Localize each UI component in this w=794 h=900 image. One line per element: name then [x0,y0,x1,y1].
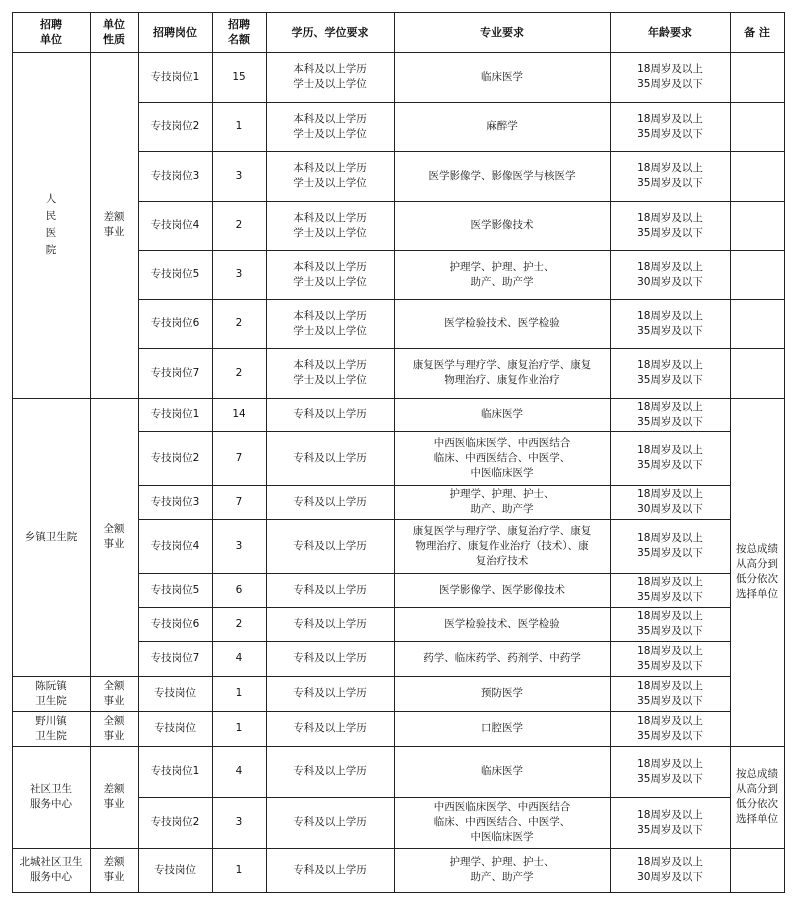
count-cell: 7 [235,451,243,464]
header-edu: 学历、学位要求 [291,25,369,39]
post-cell: 专技岗位1 [150,765,200,777]
grid-line [610,12,611,892]
edu-cell: 专科及以上学历 [293,583,367,596]
grid-line [138,676,730,677]
post-cell: 专技岗位3 [150,169,200,182]
age-cell: 18周岁及以上 30周岁及以下 [637,260,703,288]
grid-line [138,519,730,520]
unit-xiangzhen: 乡镇卫生院 [24,530,78,543]
age-cell: 18周岁及以上 35周岁及以下 [637,400,703,428]
count-cell: 6 [235,583,243,596]
post-cell: 专技岗位4 [150,219,200,231]
post-cell: 专技岗位1 [150,408,200,420]
post-cell: 专技岗位7 [150,652,200,664]
major-cell: 医学影像学、影像医学与核医学 [428,169,576,182]
nature-beicheng: 差额 事业 [103,856,125,883]
grid-line [266,12,267,892]
grid-line [730,201,784,202]
major-cell: 医学检验技术、医学检验 [444,317,560,329]
post-cell: 专技岗位6 [150,617,200,630]
post-cell: 专技岗位2 [150,816,200,828]
age-cell: 18周岁及以上 35周岁及以下 [637,532,703,559]
grid-line [138,641,730,642]
major-cell: 麻醉学 [486,120,518,132]
grid-line [138,797,730,798]
unit-chenqi: 陈阮镇 卫生院 [35,679,67,707]
age-cell: 18周岁及以上 35周岁及以下 [637,644,703,672]
unit-shequ: 社区卫生 服务中心 [30,783,72,810]
post-cell: 专技岗位4 [150,539,200,552]
nature-xiangzhen: 全额 事业 [103,523,125,550]
count-cell: 15 [232,70,246,83]
edu-cell: 本科及以上学历 学士及以上学位 [293,162,367,189]
grid-line [12,892,785,893]
count-cell: 3 [235,539,243,552]
age-cell: 18周岁及以上 35周岁及以下 [637,444,703,471]
grid-line [730,398,784,399]
age-cell: 18周岁及以上 35周岁及以下 [637,112,703,140]
major-cell: 护理学、护理、护士、 助产、助产学 [449,260,555,288]
edu-cell: 专科及以上学历 [293,617,367,630]
grid-line [138,711,730,712]
unit-beicheng: 北城社区卫生 服务中心 [19,856,83,883]
post-cell: 专技岗位7 [150,366,200,379]
post-cell: 专技岗位 [154,722,196,734]
edu-cell: 本科及以上学历 学士及以上学位 [293,112,367,140]
count-cell: 4 [235,652,243,664]
header-count: 招聘 名额 [228,18,250,46]
grid-line [730,848,784,849]
post-cell: 专技岗位5 [150,583,200,596]
age-cell: 18周岁及以上 35周岁及以下 [637,610,703,637]
grid-line [12,711,138,712]
grid-line [730,250,784,251]
unit-renmin: 人 民 医 院 [45,193,57,256]
grid-line [138,573,730,574]
grid-line [730,746,784,747]
header-note: 备 注 [744,25,770,39]
age-cell: 18周岁及以上 30周岁及以下 [637,488,703,515]
count-cell: 3 [235,268,243,280]
edu-cell: 专科及以上学历 [293,495,367,508]
nature-yechuan: 全额 事业 [103,714,125,742]
age-cell: 18周岁及以上 35周岁及以下 [637,63,703,90]
header-age: 年龄要求 [648,25,692,39]
grid-line [212,12,213,892]
grid-line [12,848,138,849]
grid-line [730,348,784,349]
edu-cell: 专科及以上学历 [293,451,367,464]
count-cell: 1 [235,687,243,699]
major-cell: 护理学、护理、护士、 助产、助产学 [449,488,555,515]
age-cell: 18周岁及以上 35周岁及以下 [637,576,703,603]
count-cell: 2 [235,317,243,329]
major-cell: 临床医学 [481,70,523,83]
grid-line [12,52,784,53]
grid-line [138,299,730,300]
grid-line [12,12,13,892]
major-cell: 医学影像技术 [470,219,534,231]
nature-renmin: 差额 事业 [103,211,125,238]
age-cell: 18周岁及以上 35周岁及以下 [637,359,703,386]
count-cell: 3 [235,816,243,828]
major-cell: 预防医学 [481,687,523,699]
note-xiangzhen: 按总成绩 从高分到 低分依次 选择单位 [736,543,778,600]
grid-line [12,12,785,13]
count-cell: 2 [235,219,243,231]
age-cell: 18周岁及以上 35周岁及以下 [637,211,703,239]
unit-yechuan: 野川镇 卫生院 [35,714,67,742]
post-cell: 专技岗位6 [150,317,200,329]
grid-line [138,607,730,608]
major-cell: 康复医学与理疗学、康复治疗学、康复 物理治疗、康复作业治疗 [412,359,592,386]
grid-line [138,431,730,432]
grid-line [138,398,730,399]
grid-line [730,12,731,892]
count-cell: 1 [235,120,243,132]
major-cell: 康复医学与理疗学、康复治疗学、康复 物理治疗、康复作业治疗（技术）、康 复治疗技术 [412,524,592,567]
major-cell: 口腔医学 [481,722,523,734]
count-cell: 4 [235,765,243,777]
major-cell: 中西医临床医学、中西医结合 临床、中西医结合、中医学、 中医临床医学 [433,801,571,843]
post-cell: 专技岗位 [154,687,196,699]
edu-cell: 本科及以上学历 学士及以上学位 [293,359,367,386]
major-cell: 护理学、护理、护士、 助产、助产学 [449,856,555,883]
post-cell: 专技岗位2 [150,120,200,132]
grid-line [12,676,138,677]
header-unit: 招聘 单位 [40,18,62,46]
major-cell: 临床医学 [481,765,523,777]
grid-line [138,250,730,251]
age-cell: 18周岁及以上 35周岁及以下 [637,757,703,785]
age-cell: 18周岁及以上 35周岁及以下 [637,808,703,836]
count-cell: 1 [235,863,243,876]
age-cell: 18周岁及以上 35周岁及以下 [637,162,703,189]
major-cell: 中西医临床医学、中西医结合 临床、中西医结合、中医学、 中医临床医学 [433,436,571,479]
grid-line [138,102,730,103]
age-cell: 18周岁及以上 35周岁及以下 [637,679,703,707]
edu-cell: 专科及以上学历 [293,816,367,828]
edu-cell: 专科及以上学历 [293,539,367,552]
grid-line [138,12,139,892]
grid-line [394,12,395,892]
grid-line [138,348,730,349]
edu-cell: 专科及以上学历 [293,863,367,876]
post-cell: 专技岗位5 [150,268,200,280]
edu-cell: 专科及以上学历 [293,722,367,734]
age-cell: 18周岁及以上 35周岁及以下 [637,309,703,337]
edu-cell: 专科及以上学历 [293,652,367,664]
edu-cell: 专科及以上学历 [293,687,367,699]
edu-cell: 专科及以上学历 [293,408,367,420]
major-cell: 医学影像学、医学影像技术 [439,583,565,596]
edu-cell: 本科及以上学历 学士及以上学位 [293,211,367,239]
edu-cell: 本科及以上学历 学士及以上学位 [293,309,367,337]
header-major: 专业要求 [480,25,524,39]
age-cell: 18周岁及以上 35周岁及以下 [637,714,703,742]
age-cell: 18周岁及以上 30周岁及以下 [637,856,703,883]
grid-line [12,398,138,399]
count-cell: 7 [235,495,243,508]
nature-chenqi: 全额 事业 [103,679,125,707]
grid-line [138,746,730,747]
grid-line [138,485,730,486]
header-post: 招聘岗位 [153,25,197,39]
grid-line [138,201,730,202]
post-cell: 专技岗位3 [150,495,200,508]
post-cell: 专技岗位2 [150,451,200,464]
grid-line [730,102,784,103]
count-cell: 1 [235,722,243,734]
major-cell: 药学、临床药学、药剂学、中药学 [423,652,581,664]
edu-cell: 专科及以上学历 [293,765,367,777]
grid-line [730,151,784,152]
note-shequ: 按总成绩 从高分到 低分依次 选择单位 [736,768,778,825]
grid-line [138,848,730,849]
post-cell: 专技岗位1 [150,70,200,83]
grid-line [12,746,138,747]
count-cell: 2 [235,366,243,379]
grid-line [90,12,91,892]
count-cell: 14 [232,408,246,420]
count-cell: 3 [235,169,243,182]
nature-shequ: 差额 事业 [103,783,125,810]
major-cell: 临床医学 [481,408,523,420]
edu-cell: 本科及以上学历 学士及以上学位 [293,63,367,90]
header-nature: 单位 性质 [103,18,125,46]
grid-line [730,299,784,300]
count-cell: 2 [235,617,243,630]
grid-line [784,12,785,893]
major-cell: 医学检验技术、医学检验 [444,617,560,630]
edu-cell: 本科及以上学历 学士及以上学位 [293,260,367,288]
post-cell: 专技岗位 [154,863,196,876]
grid-line [138,151,730,152]
